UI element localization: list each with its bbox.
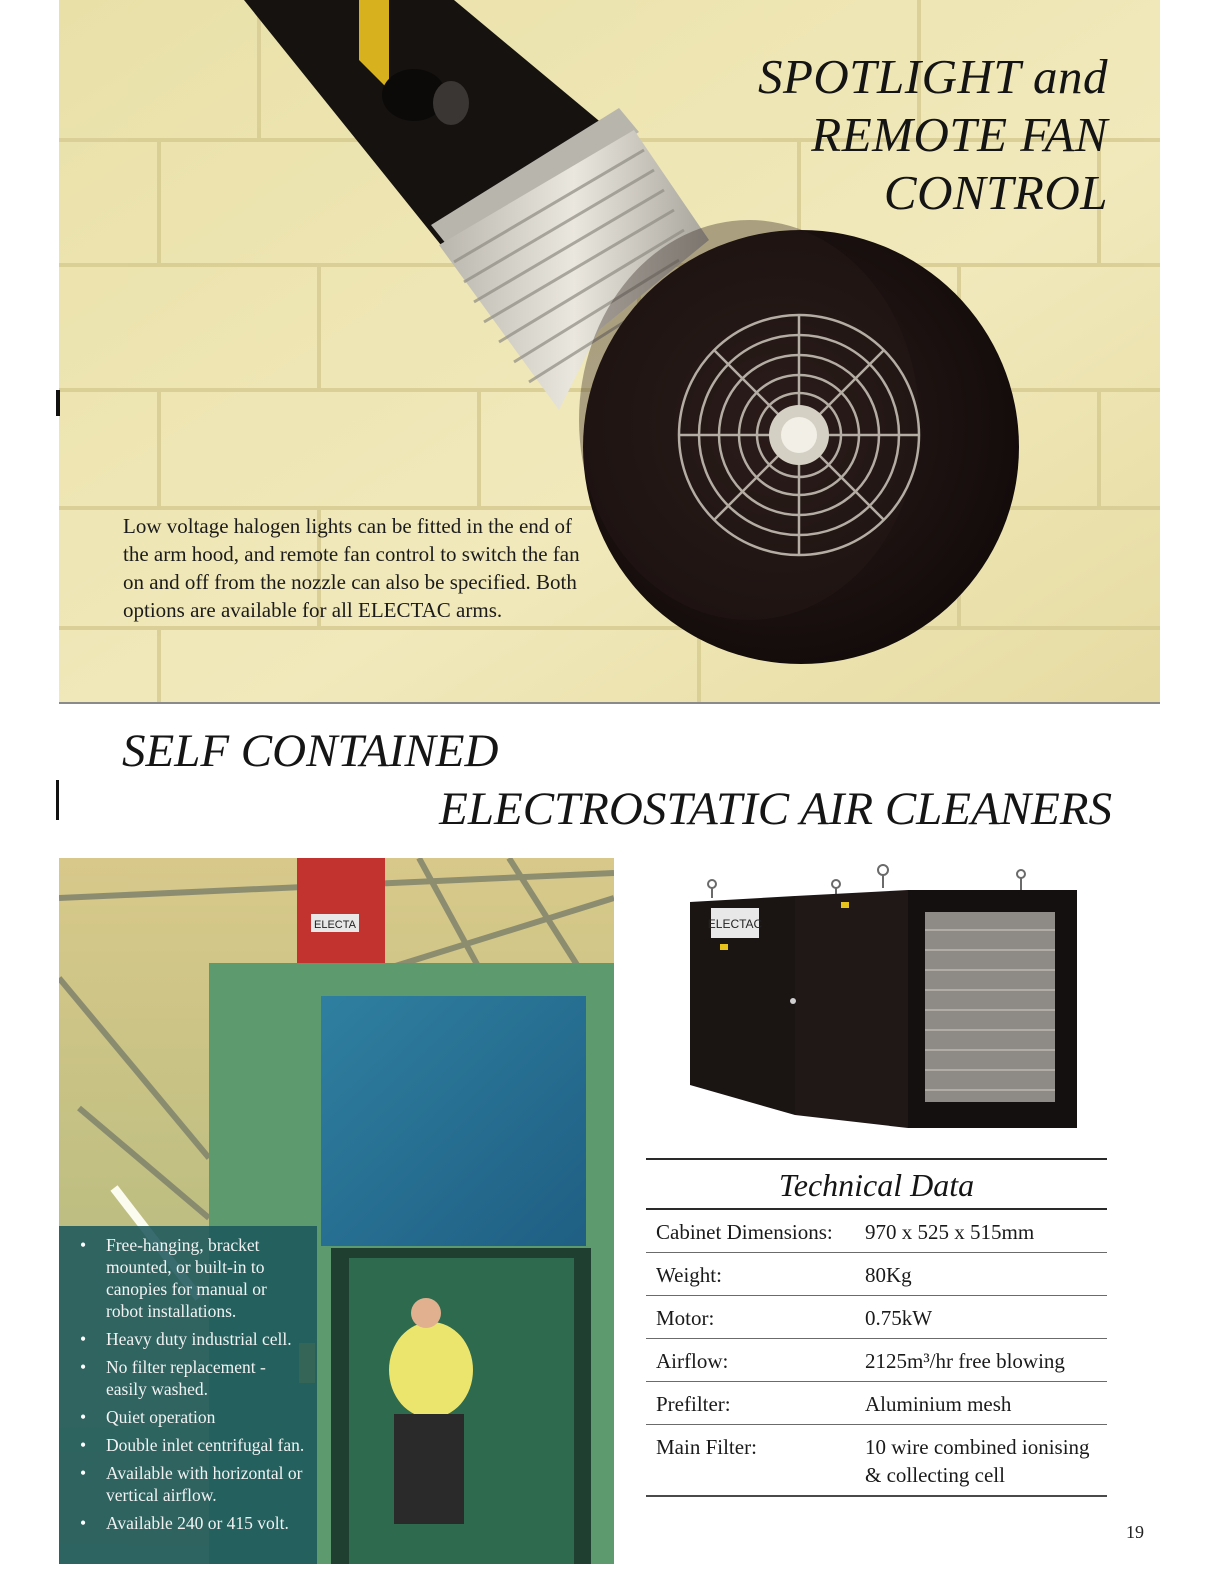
spec-label: Main Filter:: [646, 1425, 855, 1497]
page-number: 19: [1126, 1522, 1144, 1542]
table-row: [646, 1253, 1107, 1296]
heading-line: SPOTLIGHT and: [757, 49, 1108, 104]
spotlight-arm-photo: [59, 0, 1160, 702]
feature-item: • Available with horizontal or vertical airflow.: [59, 1462, 317, 1506]
spec-value: 10 wire combined ionising & collecting cell: [855, 1425, 1107, 1497]
feature-item: • Available 240 or 415 volt.: [59, 1512, 317, 1534]
heading-line: CONTROL: [883, 165, 1108, 220]
spotlight-heading: [758, 48, 1108, 222]
spec-label: Weight:: [646, 1253, 855, 1296]
spec-label: Airflow:: [646, 1339, 855, 1382]
spec-label: Cabinet Dimensions:: [646, 1210, 855, 1253]
heading-line: SELF CONTAINED: [122, 725, 499, 777]
spec-label: Motor:: [646, 1296, 855, 1339]
feature-item: • Quiet operation: [59, 1406, 317, 1428]
feature-item: • Free-hanging, bracket mounted, or built-in to canopies for manual or robot installations.: [59, 1234, 317, 1322]
specs-table: [646, 1210, 1107, 1497]
technical-data-title: Technical Data: [646, 1158, 1107, 1210]
section-heading: [122, 722, 1112, 838]
spec-label: Prefilter:: [646, 1382, 855, 1425]
spec-value: 2125m³/hr free blowing: [855, 1339, 1107, 1382]
factory-installation-photo: [59, 858, 614, 1564]
heading-line: REMOTE FAN: [811, 107, 1108, 162]
table-row: [646, 1425, 1107, 1497]
features-list: [59, 1226, 317, 1534]
table-row: [646, 1210, 1107, 1253]
heading-line: ELECTROSTATIC AIR CLEANERS: [439, 783, 1112, 835]
spec-value: 970 x 525 x 515mm: [855, 1210, 1107, 1253]
scan-edge-mark: [56, 780, 59, 820]
spotlight-caption: Low voltage halogen lights can be fitted in the end of the arm hood, and remote fan control to switch the fan on and off from the nozzle can also be specified. Both options are available for all ELECTAC arms.: [123, 514, 580, 622]
features-panel: [59, 1226, 317, 1564]
spec-value: Aluminium mesh: [855, 1382, 1107, 1425]
table-row: [646, 1382, 1107, 1425]
unit-label: ELECTA: [314, 919, 356, 931]
scan-edge-mark: [56, 390, 60, 416]
divider: [59, 702, 1160, 704]
table-row: [646, 1296, 1107, 1339]
air-cleaner-product-photo: [680, 860, 1090, 1135]
feature-item: • Heavy duty industrial cell.: [59, 1328, 317, 1350]
feature-item: • No filter replacement - easily washed.: [59, 1356, 317, 1400]
product-badge: ELECTAC: [707, 917, 763, 931]
feature-item: • Double inlet centrifugal fan.: [59, 1434, 317, 1456]
technical-data-table: [646, 1158, 1107, 1497]
air-cleaner-illustration: [680, 860, 1090, 1135]
spec-value: 0.75kW: [855, 1296, 1107, 1339]
spec-value: 80Kg: [855, 1253, 1107, 1296]
table-row: [646, 1339, 1107, 1382]
